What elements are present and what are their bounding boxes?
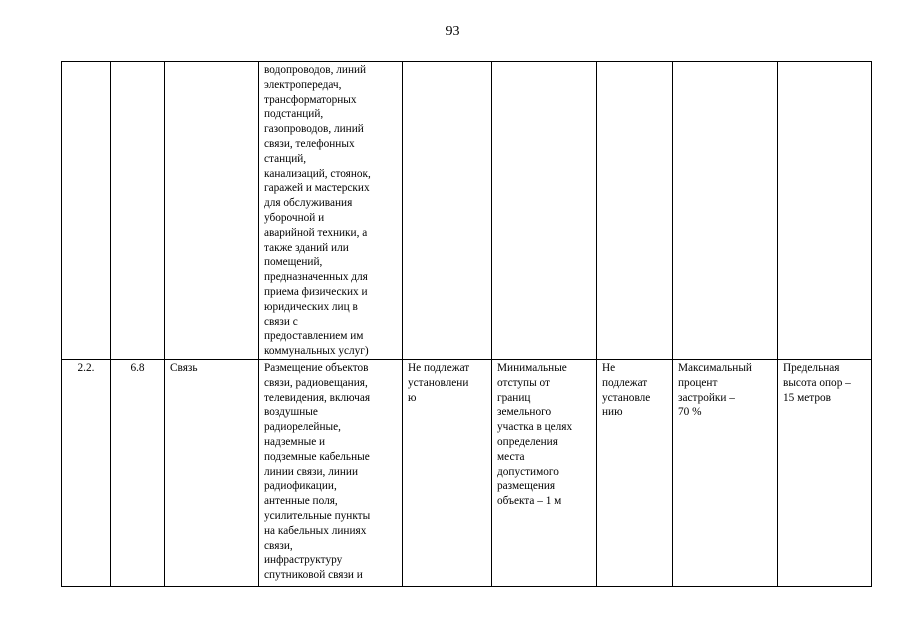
- row-number-cell: 2.2.: [62, 359, 111, 586]
- height-cell: Предельная высота опор – 15 метров: [778, 359, 872, 586]
- setback-cell: Минимальные отступы от границ земельного участка в целях определения места допустимого размещения объекта – 1 м: [492, 359, 597, 586]
- coverage-cell: [673, 62, 778, 360]
- use-description-cell: Размещение объектов связи, радиовещания, телевидения, включая воздушные радиорелейные, надземные и подземные кабельные линии связи, линии радиофикации, антенные поля, усилительные пункты на кабельных линиях связи, инфраструктуру спутниковой связи и: [259, 359, 403, 586]
- plot-size-cell: Не подлежат установлени ю: [403, 359, 492, 586]
- plot-size-cell: [403, 62, 492, 360]
- table-row: [62, 62, 872, 360]
- page-number: 93: [445, 24, 460, 39]
- floors-cell: [597, 62, 673, 360]
- land-use-table: [61, 61, 872, 587]
- table-row: [62, 359, 872, 586]
- height-cell: [778, 62, 872, 360]
- code-cell: [111, 62, 165, 360]
- setback-cell: [492, 62, 597, 360]
- code-cell: 6.8: [111, 359, 165, 586]
- coverage-cell: Максимальный процент застройки – 70 %: [673, 359, 778, 586]
- use-description-cell: водопроводов, линий электропередач, трансформаторных подстанций, газопроводов, линий связи, телефонных станций, канализаций, стоянок, гаражей и мастерских для обслуживания уборочной и аварийной техники, а также зданий или помещений, предназначенных для приема физических и юридических лиц в связи с предоставлением им коммунальных услуг): [259, 62, 403, 360]
- use-name-cell: [165, 62, 259, 360]
- use-name-cell: Связь: [165, 359, 259, 586]
- row-number-cell: [62, 62, 111, 360]
- floors-cell: Не подлежат установле нию: [597, 359, 673, 586]
